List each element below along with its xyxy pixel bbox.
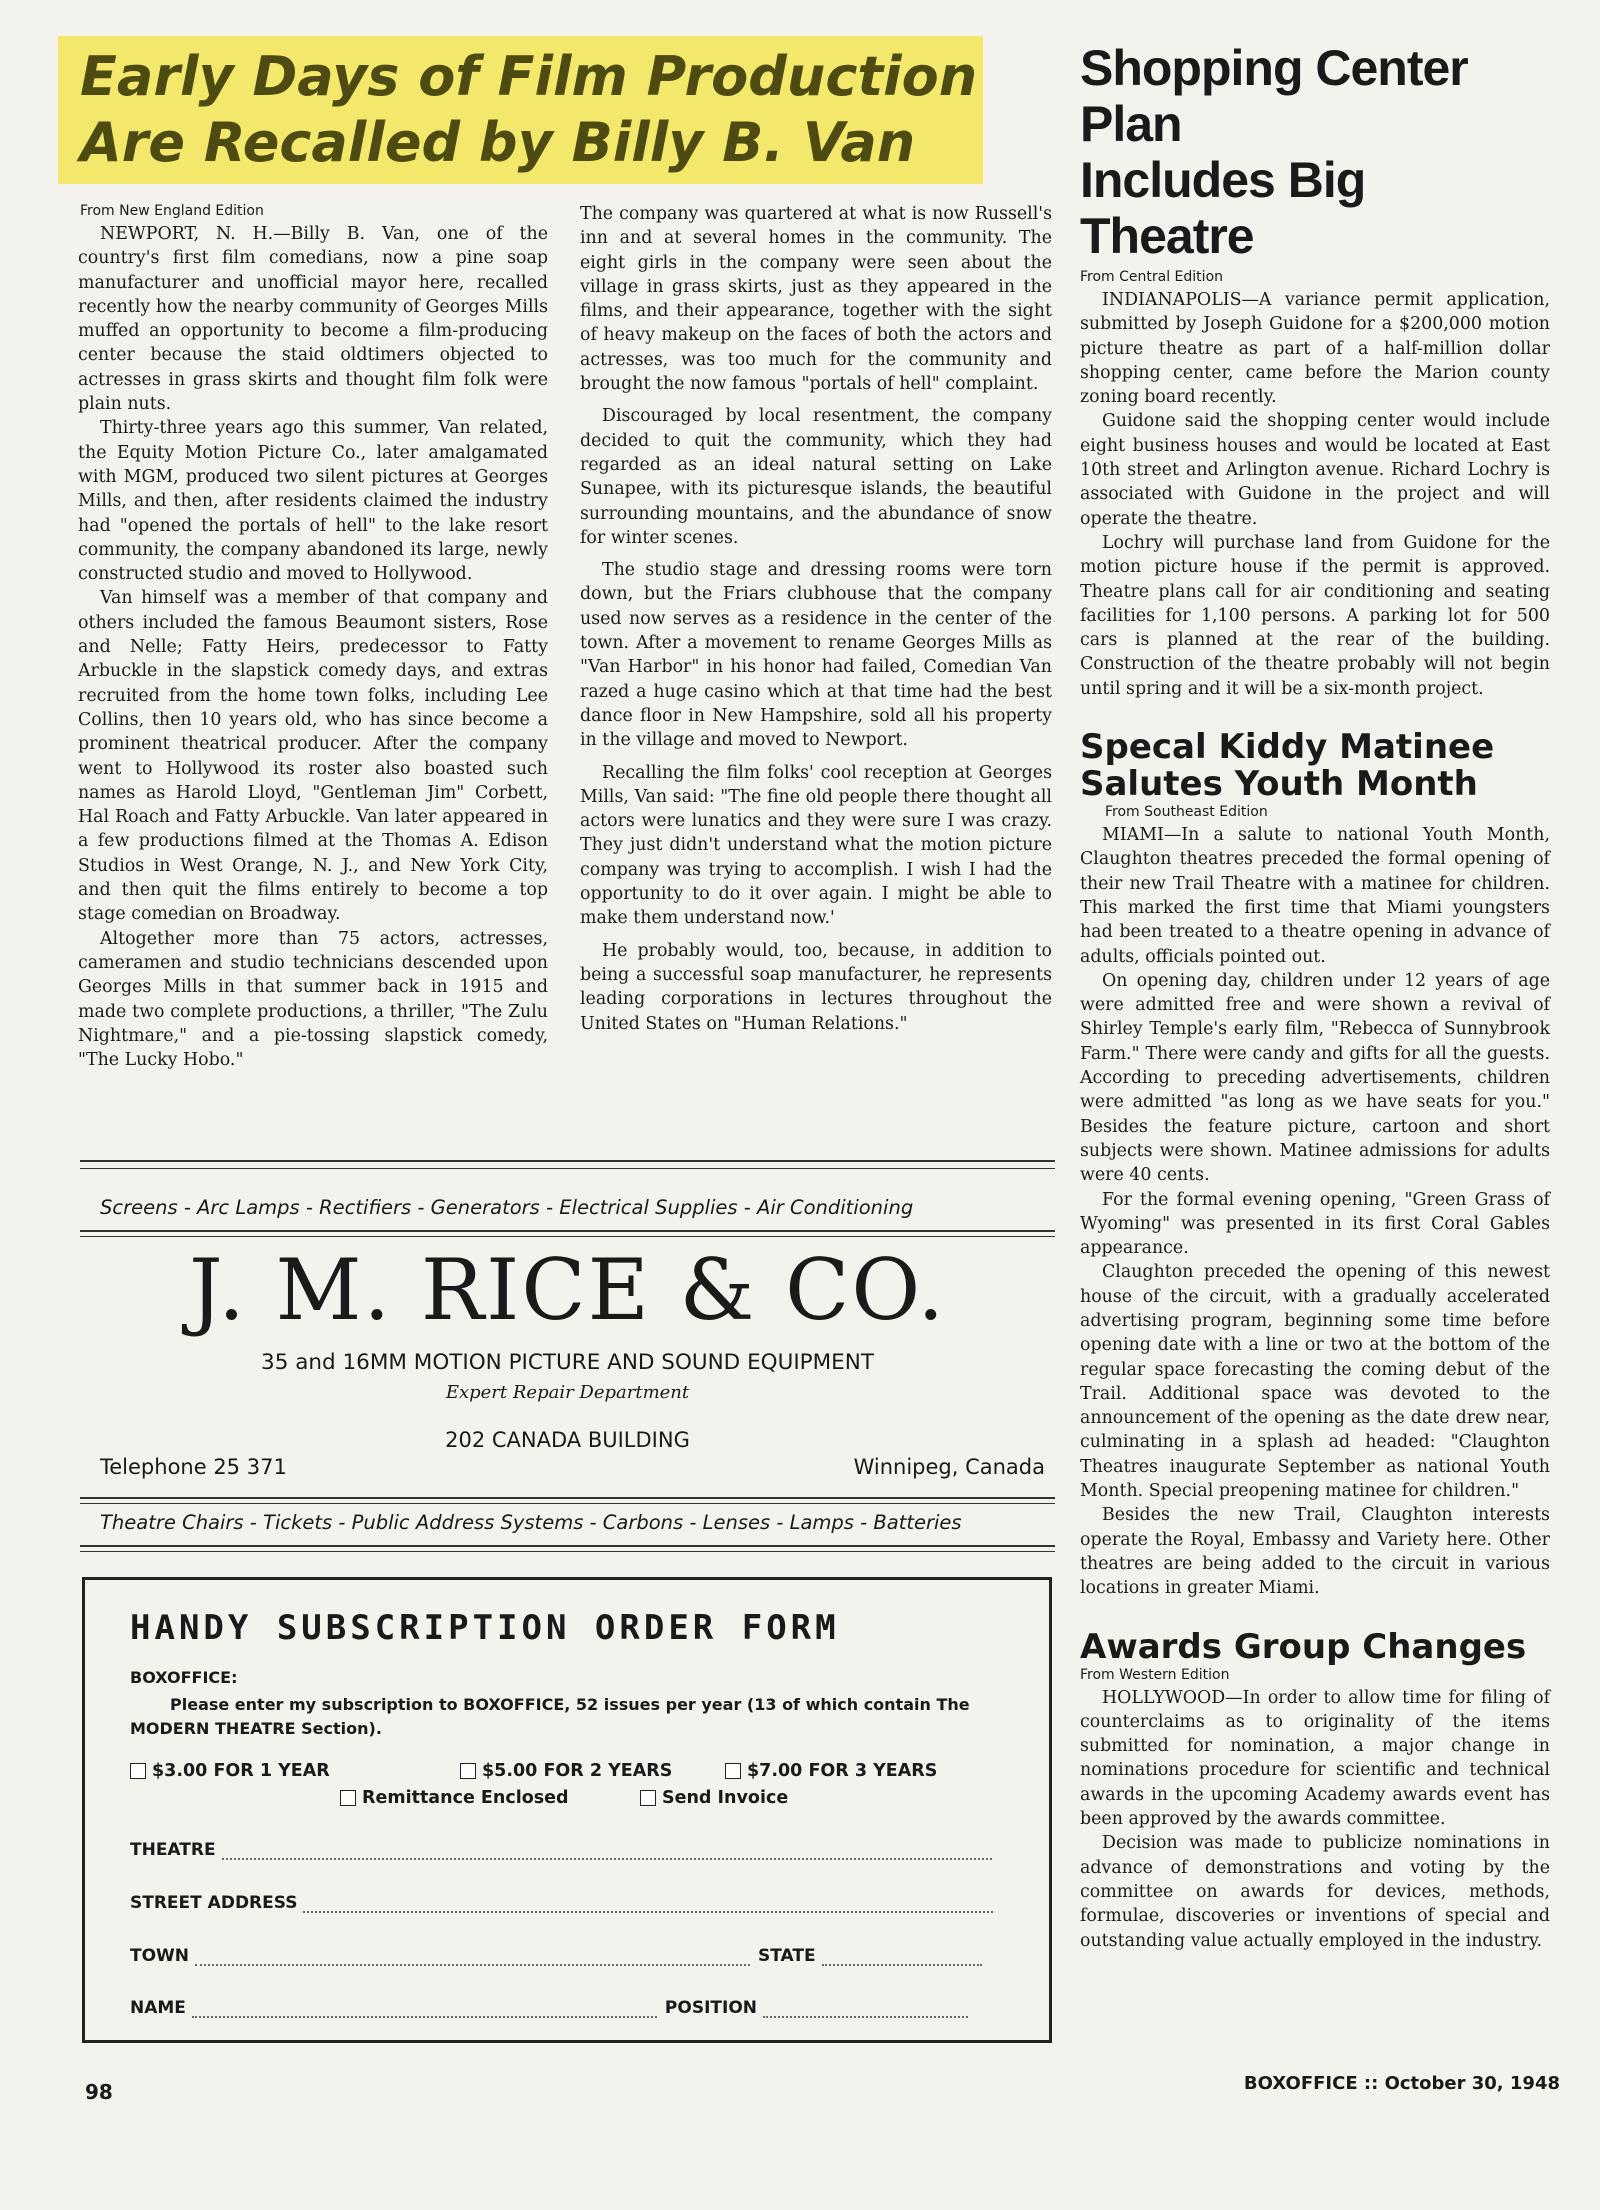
headline-line-1: Early Days of Film Production <box>80 45 978 108</box>
state-label: STATE <box>758 1946 816 1966</box>
article-source: From Southeast Edition <box>1105 804 1268 821</box>
paragraph: Guidone said the shopping center would include eight business houses and would be located at East 10th street and Arlington avenue. Richard Lochry is associated with Guidone in the project and will operate the theatre. <box>1080 411 1550 529</box>
article-kiddy-matinee <box>1080 729 1550 1601</box>
paragraph: The studio stage and dressing rooms were torn down, but the Friars clubhouse that the company used now serves as a residence in the center of the town. After a movement to rename Georges Mills as "Van Harbor" in his honor had failed, Comedian Van razed a huge casino which at that time had the best dance floor in New Hampshire, sold all his property in the village and moved to Newport. <box>580 560 1052 751</box>
paragraph: For the formal evening opening, "Green Grass of Wyoming" was presented in its first Coral Gables appearance. <box>1080 1189 1550 1259</box>
option-remittance[interactable]: Remittance Enclosed <box>340 1788 569 1808</box>
option-1-year[interactable]: $3.00 FOR 1 YEAR <box>130 1761 330 1781</box>
article-headline: Includes Big Theatre <box>1080 152 1366 264</box>
article-awards-group <box>1080 1626 1550 1953</box>
paragraph: He probably would, too, because, in addition to being a successful soap manufacturer, he represents leading corporations in lectures throughout the United States on "Human Relations." <box>580 940 1052 1034</box>
option-3-years[interactable]: $7.00 FOR 3 YEARS <box>725 1761 937 1781</box>
paragraph: Lochry will purchase land from Guidone for the motion picture house if the permit is approved. Theatre plans call for air conditioning and seating facilities for 1,100 persons. A parking lot for 500 cars is planned at the rear of the building. Construction of the theatre probably will not begin until spring and it will be a six-month project. <box>1080 532 1550 699</box>
article-headline: Specal Kiddy Matinee <box>1080 727 1495 768</box>
input-line[interactable] <box>303 1895 993 1913</box>
paragraph: Altogether more than 75 actors, actresses, cameramen and studio technicians descended upon Georges Mills in that summer back in 1915 and made two complete productions, a thriller, "The Zulu Nightmare," and a pie-tossing slapstick comedy, "The Lucky Hobo." <box>78 928 548 1071</box>
checkbox[interactable] <box>640 1790 656 1806</box>
divider <box>80 1545 1055 1547</box>
position-label: POSITION <box>664 1998 758 2018</box>
article-headline: Salutes Youth Month <box>1080 764 1478 805</box>
town-field[interactable]: TOWN STATE <box>130 1946 982 1966</box>
article-shopping-center <box>1080 40 1550 701</box>
ad-equipment: 35 and 16MM MOTION PICTURE AND SOUND EQUIPMENT <box>261 1350 874 1375</box>
paragraph: Van himself was a member of that company and others included the famous Beaumont sisters, Rose and Nelle; Fatty Heirs, predecessor to Fatty Arbuckle in the slapstick comedy days, and extras recruited from the home town folks, including Lee Collins, then 10 years old, who has since become a prominent theatrical producer. After the company went to Hollywood its roster also boasted such names as Harold Lloyd, "Gentleman Jim" Corbett, Hal Roach and Fatty Arbuckle. Van later appeared in a few productions filmed at the Thomas A. Edison Studios in West Orange, N. J., and New York City, and then quit the films entirely to become a top stage comedian on Broadway. <box>78 588 548 925</box>
divider <box>80 1160 1055 1162</box>
paragraph: HOLLYWOOD—In order to allow time for filing of counterclaims as to originality of the items submitted for nomination, a major change in nominations procedure for scientific and technical awards in the upcoming Academy awards event has been approved by the awards committee. <box>1080 1687 1550 1830</box>
input-line[interactable] <box>192 2000 657 2018</box>
left-article-headline <box>58 36 983 184</box>
input-line[interactable] <box>763 2000 968 2018</box>
article-headline: Awards Group Changes <box>1080 1626 1527 1667</box>
option-2-years[interactable]: $5.00 FOR 2 YEARS <box>460 1761 672 1781</box>
option-send-invoice[interactable]: Send Invoice <box>640 1788 788 1808</box>
rice-co-advertisement <box>80 1160 1055 1555</box>
article-headline: Shopping Center Plan <box>1080 40 1468 152</box>
ad-services-top: Screens - Arc Lamps - Rectifiers - Generators - Electrical Supplies - Air Conditioning <box>100 1196 914 1219</box>
checkbox[interactable] <box>340 1790 356 1806</box>
left-article-column-1 <box>78 222 548 1072</box>
paragraph: MIAMI—In a salute to national Youth Month, Claughton theatres preceded the formal opening of their new Trail Theatre with a matinee for children. This marked the first time that Miami youngsters had been treated to a theatre opening in advance of adults, officials pointed out. <box>1080 825 1550 967</box>
page-number: 98 <box>85 2080 113 2104</box>
input-line[interactable] <box>822 1948 982 1966</box>
paragraph: Decision was made to publicize nominations in advance of demonstrations and voting by the committee on awards for devices, methods, formulae, discoveries or inventions of special and outstanding value actually employed in the industry. <box>1080 1833 1550 1951</box>
right-column <box>1080 40 1550 1981</box>
divider <box>80 1168 1055 1169</box>
divider <box>80 1551 1055 1552</box>
divider <box>80 1503 1055 1504</box>
article-source: From Central Edition <box>1080 269 1224 285</box>
paragraph: Discouraged by local resentment, the company decided to quit the community, which they had regarded as an ideal natural setting on Lake Sunapee, with its picturesque islands, the beautiful surrounding mountains, and the abundance of snow for winter scenes. <box>580 406 1052 548</box>
paragraph: Claughton preceded the opening of this newest house of the circuit, with a gradually accelerated advertising program, beginning some time before opening date with a line or two at the bottom of the regular space forecasting the coming debut of the Trail. Additional space was devoted to the announcement of the opening as the date drew near, culminating in a splash ad headed: "Claughton Theatres inaugurate September as national Youth Month. Special preopening matinee for children." <box>1080 1262 1550 1502</box>
ad-building: 202 CANADA BUILDING <box>445 1428 690 1452</box>
headline-line-2: Are Recalled by Billy B. Van <box>80 111 916 174</box>
input-line[interactable] <box>222 1842 992 1860</box>
paragraph: Besides the new Trail, Claughton interests operate the Royal, Embassy and Variety here. Other theatres are being added to the circuit in various locations in greater Miami. <box>1080 1505 1550 1599</box>
divider <box>80 1497 1055 1499</box>
divider <box>80 1236 1055 1237</box>
form-title: HANDY SUBSCRIPTION ORDER FORM <box>130 1608 840 1648</box>
form-addressee: BOXOFFICE: <box>130 1668 238 1687</box>
form-instructions: Please enter my subscription to BOXOFFICE, 52 issues per year (13 of which contain The MODERN THEATRE Section). <box>130 1695 970 1738</box>
checkbox[interactable] <box>460 1763 476 1779</box>
paragraph: On opening day, children under 12 years of age were admitted free and were shown a revival of Shirley Temple's early film, "Rebecca of Sunnybrook Farm." There were candy and gifts for all the guests. According to preceding advertisements, children were admitted "as long as we have seats for you." Besides the feature picture, cartoon and short subjects were shown. Matinee admissions for adults were 40 cents. <box>1080 970 1550 1186</box>
ad-services-bottom: Theatre Chairs - Tickets - Public Address Systems - Carbons - Lenses - Lamps - Batteries <box>100 1511 962 1534</box>
paragraph: Recalling the film folks' cool reception at Georges Mills, Van said: "The fine old people there thought all actors were lunatics and they were sure I was crazy. They just didn't understand what the motion picture company was trying to accomplish. I wish I had the opportunity to do it over again. I might be able to make them understand now.' <box>580 762 1052 929</box>
article-source: From Western Edition <box>1080 1666 1230 1683</box>
ad-repair: Expert Repair Department <box>445 1382 690 1403</box>
paragraph: NEWPORT, N. H.—Billy B. Van, one of the country's first film comedians, now a pine soap manufacturer and unofficial mayor here, recalled recently how the nearby community of Georges Mills muffed an opportunity to become a film-producing center because the staid oldtimers objected to actresses in grass skirts and thought film folk were plain nuts. <box>78 224 548 415</box>
checkbox[interactable] <box>130 1763 146 1779</box>
paragraph: The company was quartered at what is now Russell's inn and at several homes in the community. The eight girls in the company were seen about the village in grass skirts, just as they appeared in the films, and their appearance, together with the sight of heavy makeup on the faces of both the actors and actresses, was too much for the community and brought the now famous "portals of hell" complaint. <box>580 204 1052 395</box>
theatre-field[interactable]: THEATRE <box>130 1840 992 1860</box>
paragraph: INDIANAPOLIS—A variance permit application, submitted by Joseph Guidone for a $200,000 motion picture theatre as part of a half-million dollar shopping center, came before the Marion county zoning board recently. <box>1080 290 1550 408</box>
divider <box>80 1230 1055 1232</box>
subscription-order-form <box>82 1577 1052 2043</box>
paragraph: Thirty-three years ago this summer, Van related, the Equity Motion Picture Co., later amalgamated with MGM, produced two silent pictures at Georges Mills, and then, after residents claimed the industry had "opened the portals of hell" to the lake resort community, the company abandoned its large, newly constructed studio and moved to Hollywood. <box>78 418 548 585</box>
left-article-source: From New England Edition <box>80 203 264 219</box>
publication-footer: BOXOFFICE :: October 30, 1948 <box>1243 2073 1560 2094</box>
checkbox[interactable] <box>725 1763 741 1779</box>
street-address-field[interactable]: STREET ADDRESS <box>130 1893 993 1913</box>
ad-telephone: Telephone 25 371 <box>100 1455 287 1479</box>
name-field[interactable]: NAME POSITION <box>130 1998 968 2018</box>
input-line[interactable] <box>195 1948 750 1966</box>
left-article-column-2 <box>580 202 1052 1036</box>
ad-city: Winnipeg, Canada <box>853 1455 1045 1479</box>
ad-company-name: J. M. RICE & CO. <box>188 1241 947 1339</box>
